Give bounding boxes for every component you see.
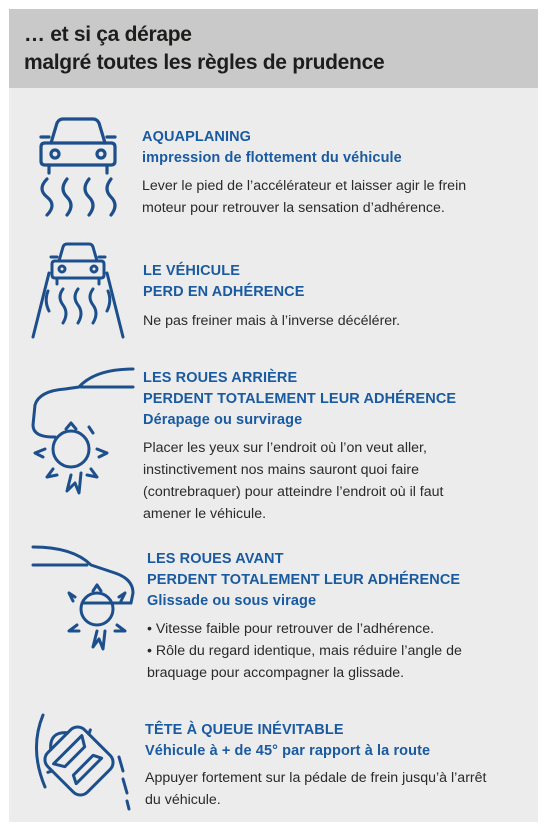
section-text	[143, 261, 400, 332]
section-body-line: Appuyer fortement sur la pédale de frein jusqu’à l’arrêt	[145, 770, 487, 786]
section-heading: PERD EN ADHÉRENCE	[143, 284, 305, 300]
section-text	[142, 127, 466, 219]
section-body-line: Lever le pied de l’accélérateur et laisser agir le frein	[142, 178, 467, 194]
section-heading: LE VÉHICULE	[143, 263, 240, 279]
section-subheading: Glissade ou sous virage	[147, 593, 317, 609]
section-heading: LES ROUES ARRIÈRE	[143, 370, 298, 386]
section-heading: TÊTE À QUEUE INÉVITABLE	[145, 722, 344, 738]
section-heading: LES ROUES AVANT	[147, 551, 284, 567]
front-wheel-skid-icon	[23, 539, 143, 655]
car-aquaplaning-icon	[27, 111, 137, 223]
section-heading: PERDENT TOTALEMENT LEUR ADHÉRENCE	[143, 391, 457, 407]
section-body-line: du véhicule.	[145, 792, 221, 808]
car-road-slippery-icon	[23, 239, 133, 343]
section-body-line: moteur pour retrouver la sensation d’adhérence.	[142, 200, 445, 216]
card-header	[9, 9, 538, 88]
section-heading: AQUAPLANING	[142, 129, 252, 145]
rear-wheel-skid-icon	[23, 361, 139, 497]
section-subheading: impression de flottement du véhicule	[142, 150, 402, 166]
safety-card	[9, 9, 538, 822]
section-body-line: Placer les yeux sur l’endroit où l’on veut aller,	[143, 440, 427, 456]
section-body-line: amener le véhicule.	[143, 506, 267, 522]
section-text	[145, 720, 486, 811]
section-text	[143, 368, 456, 525]
section-text	[147, 549, 462, 684]
section-body-line: Ne pas freiner mais à l’inverse décélérer.	[143, 313, 401, 329]
header-line-2: malgré toutes les règles de prudence	[24, 51, 385, 74]
section-subheading: Dérapage ou survirage	[143, 412, 303, 428]
section-body-line: (contrebraquer) pour atteindre l’endroit où il faut	[143, 484, 444, 500]
header-line-1: … et si ça dérape	[24, 23, 192, 46]
section-body-line: • Rôle du regard identique, mais réduire l’angle de	[147, 643, 462, 659]
section-body-line: braquage pour accompagner la glissade.	[147, 665, 405, 681]
section-body-line: • Vitesse faible pour retrouver de l’adhérence.	[147, 621, 435, 637]
section-subheading: Véhicule à + de 45° par rapport à la route	[145, 743, 431, 759]
section-heading: PERDENT TOTALEMENT LEUR ADHÉRENCE	[147, 572, 461, 588]
section-body-line: instinctivement nos mains sauront quoi faire	[143, 462, 420, 478]
car-spin-icon	[23, 709, 135, 813]
